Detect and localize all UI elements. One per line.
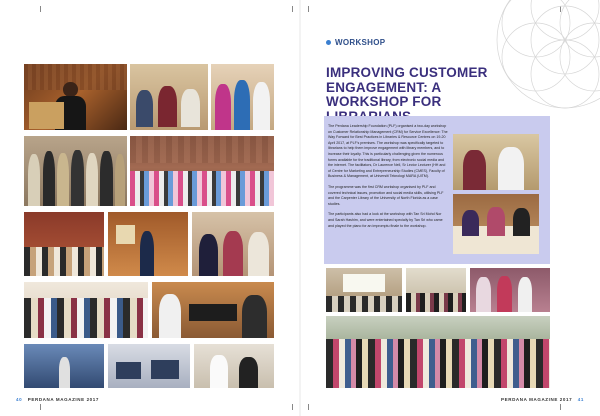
folio-text: PERDANA MAGAZINE 2017	[27, 397, 99, 402]
photo-laptop-session	[152, 282, 274, 338]
crop-mark	[560, 404, 561, 410]
crop-mark	[292, 6, 293, 12]
photo-group-hall	[130, 136, 274, 206]
bullet-dot-icon	[326, 40, 331, 45]
crop-mark	[40, 6, 41, 12]
article-title: IMPROVING CUSTOMER ENGAGEMENT: A WORKSHOP FOR	[326, 65, 488, 109]
article-paragraph: The Perdana Leadership Foundation (PLF) organised a two-day workshop on Customer Relationship Management (CRM) for Service Excellence: The Way Forward for Best Practices in Libraries & Resource Centres on 19-20 April 2017, at PLF's premises. The workshop was specifically targeted to librarians to help them improve engagement with library members, and to increase their loyalty. This is particularly challenging given the numerous forms available for the traditional library, from electronic social media and the internet. The facilitators, Dr Laurence Nell, Sr Lector Lecturer (HH and of Centre for Marketing and Entrepreneurship Studies (CMES), Faculty of Business & Management, at Universiti Teknologi MARA (UiTM).	[328, 124, 448, 179]
crop-mark	[292, 404, 293, 410]
photo-attendees-seated	[130, 64, 208, 130]
article-paragraph: The participants also had a look at the workshop with Tan Sri Mohd Nor and Sarah Hashim, and were entertained specially by Tan Sri who came and played the piano for an impromptu finale to the workshop.	[328, 212, 443, 228]
photo-participants-table	[192, 212, 274, 276]
photo-workshop-room	[24, 212, 104, 276]
photo-group-outdoor	[326, 316, 550, 388]
photo-discussion-table	[453, 134, 539, 190]
article-body	[328, 124, 448, 234]
page-number: 41	[577, 397, 584, 402]
photo-classroom	[406, 268, 466, 312]
section-label: WORKSHOP	[335, 38, 386, 47]
photo-library-desk	[194, 344, 274, 388]
crop-mark	[308, 404, 309, 410]
folio-right	[501, 397, 584, 402]
photo-corridor	[24, 344, 104, 388]
folio-text: PERDANA MAGAZINE 2017	[501, 397, 573, 402]
crop-mark	[308, 6, 309, 12]
photo-presenter-room	[108, 212, 188, 276]
section-tag	[326, 38, 385, 47]
photo-speaker-podium	[24, 64, 127, 130]
page-gutter	[299, 0, 301, 416]
photo-group-stage	[24, 282, 148, 338]
page-number: 40	[16, 397, 23, 402]
photo-computer-lab	[108, 344, 190, 388]
article-paragraph: The programme was the first CRM workshop organised by PLF and covered technical issues, promotion and social media skills, utilising PLF and the Carpenter Library of the University of North Florida as a case studies.	[328, 184, 444, 206]
photo-group-smiling	[211, 64, 274, 130]
photo-presentation-screen	[326, 268, 402, 312]
photo-standing-lineup	[24, 136, 127, 206]
folio-left	[16, 397, 99, 402]
crop-mark	[40, 404, 41, 410]
photo-group-work	[453, 194, 539, 254]
photo-handshake	[470, 268, 550, 312]
